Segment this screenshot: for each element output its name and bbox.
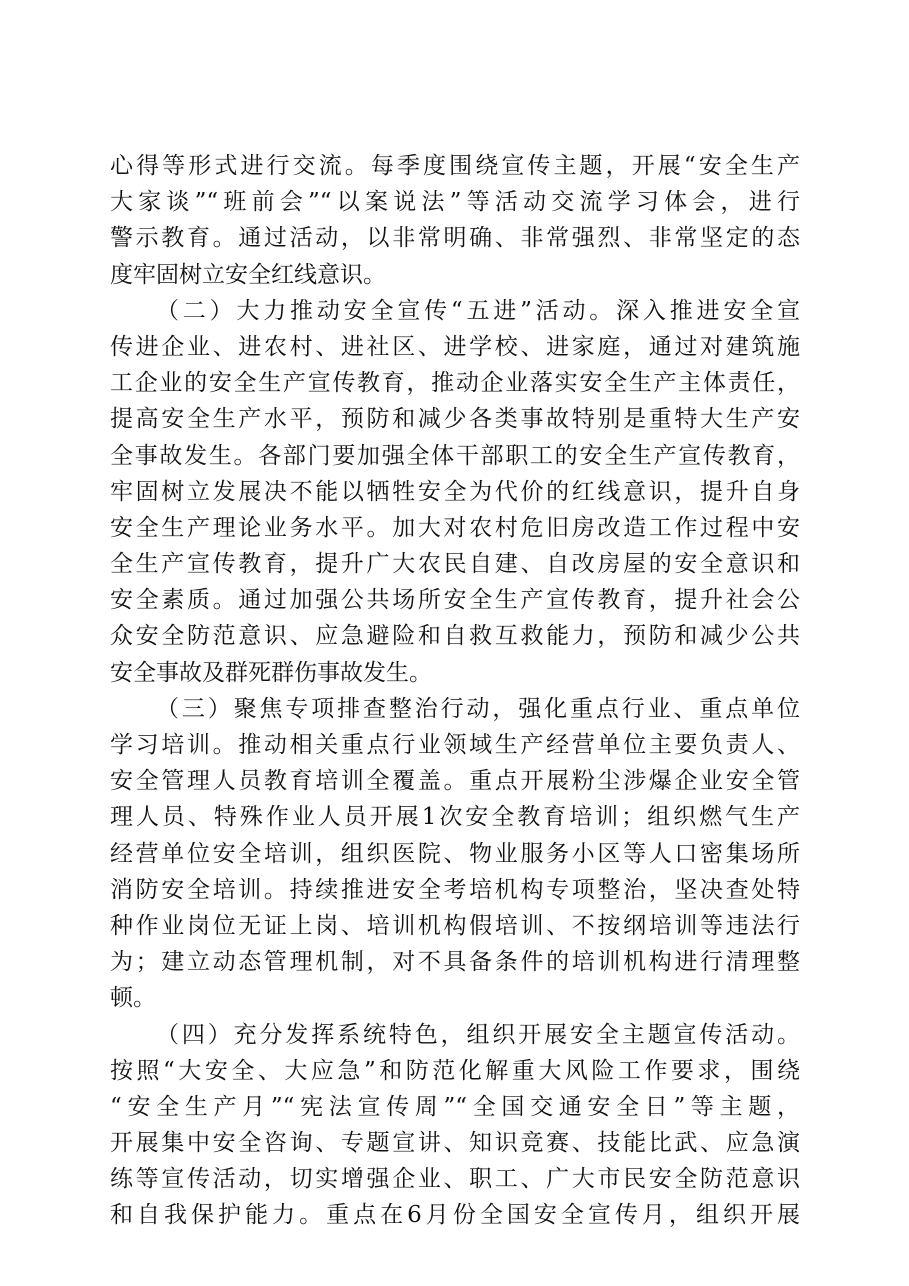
text-line: 为；建立动态管理机制，对不具备条件的培训机构进行清理整 <box>110 949 800 976</box>
paragraph-section-2 <box>110 293 800 691</box>
text-line: 度牢固树立安全红线意识。 <box>110 261 386 288</box>
text-line: 安全事故及群死群伤事故发生。 <box>110 659 432 686</box>
text-line: 和自我保护能力。重点在6月份全国安全宣传月，组织开展 <box>110 1202 800 1229</box>
text-line: 全生产宣传教育，提升广大农民自建、自改房屋的安全意识和 <box>110 551 800 578</box>
text-line: 大家谈”“班前会”“以案说法”等活动交流学习体会，进行 <box>110 189 800 216</box>
text-line: “安全生产月”“宪法宣传周”“全国交通安全日”等主题， <box>110 1093 800 1120</box>
paragraph-section-4 <box>110 1017 800 1234</box>
text-line: 提高安全生产水平，预防和减少各类事故特别是重特大生产安 <box>110 406 800 433</box>
paragraph-continuation <box>110 148 800 293</box>
text-line: 警示教育。通过活动，以非常明确、非常强烈、非常坚定的态 <box>110 225 800 252</box>
text-line: 理人员、特殊作业人员开展1次安全教育培训；组织燃气生产 <box>110 804 800 831</box>
text-line: 安全素质。通过加强公共场所安全生产宣传教育，提升社会公 <box>110 587 800 614</box>
text-line: 心得等形式进行交流。每季度围绕宣传主题，开展“安全生产 <box>110 153 800 179</box>
text-line: 练等宣传活动，切实增强企业、职工、广大市民安全防范意识 <box>110 1166 800 1193</box>
text-line: 经营单位安全培训，组织医院、物业服务小区等人口密集场所 <box>110 840 800 867</box>
text-line: 学习培训。推动相关重点行业领域生产经营单位主要负责人、 <box>110 732 800 758</box>
text-line: （三）聚焦专项排查整治行动，强化重点行业、重点单位 <box>156 695 800 722</box>
text-line: 牢固树立发展决不能以牺牲安全为代价的红线意识，提升自身 <box>110 478 800 505</box>
text-line: 按照“大安全、大应急”和防范化解重大风险工作要求，围绕 <box>110 1057 800 1084</box>
text-line: 开展集中安全咨询、专题宣讲、知识竞赛、技能比武、应急演 <box>110 1130 800 1157</box>
text-line: 全事故发生。各部门要加强全体干部职工的安全生产宣传教育， <box>110 442 800 469</box>
document-body <box>110 148 800 1234</box>
text-line: （四）充分发挥系统特色，组织开展安全主题宣传活动。 <box>156 1021 800 1048</box>
text-line: 消防安全培训。持续推进安全考培机构专项整治，坚决查处特 <box>110 876 800 903</box>
text-line: 众安全防范意识、应急避险和自救互救能力，预防和减少公共 <box>110 623 800 650</box>
text-line: 安全管理人员教育培训全覆盖。重点开展粉尘涉爆企业安全管 <box>110 768 800 795</box>
text-line: 种作业岗位无证上岗、培训机构假培训、不按纲培训等违法行 <box>110 912 800 939</box>
text-line: 传进企业、进农村、进社区、进学校、进家庭，通过对建筑施 <box>110 333 800 360</box>
text-line: 安全生产理论业务水平。加大对农村危旧房改造工作过程中安 <box>110 514 800 541</box>
paragraph-section-3 <box>110 691 800 1017</box>
text-line: 工企业的安全生产宣传教育，推动企业落实安全生产主体责任， <box>110 370 800 397</box>
text-line: （二）大力推动安全宣传“五进”活动。深入推进安全宣 <box>156 297 800 324</box>
text-line: 顿。 <box>110 985 156 1012</box>
